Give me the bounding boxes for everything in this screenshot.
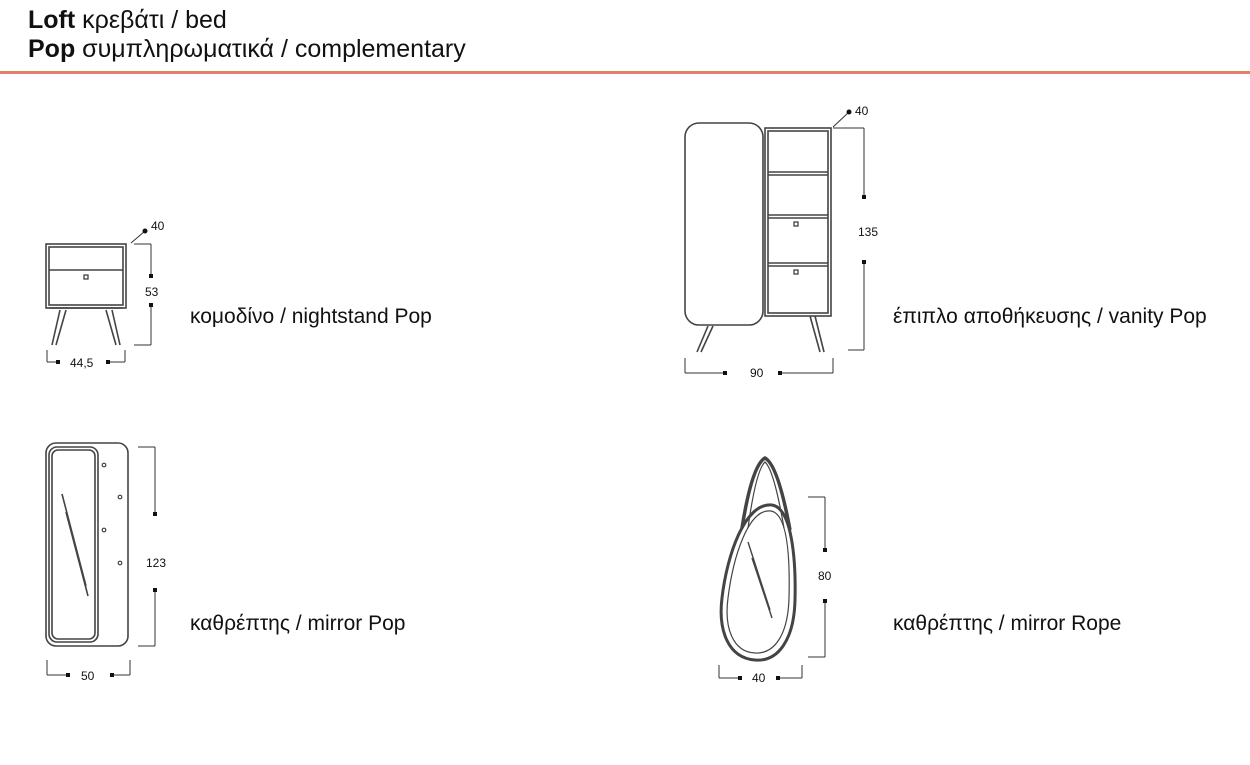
mirror-rope-width-label: 40 xyxy=(752,671,766,685)
vanity-depth-label: 40 xyxy=(855,104,869,118)
mirror-pop-width-label: 50 xyxy=(81,669,95,683)
header-pop-text: συμπληρωματικά / complementary xyxy=(82,35,466,63)
mirror-pop-caption: καθρέπτης / mirror Pop xyxy=(190,612,406,635)
nightstand-caption: κομοδίνο / nightstand Pop xyxy=(190,305,432,328)
mirror-rope-height-label: 80 xyxy=(818,569,832,583)
nightstand-width-label: 44,5 xyxy=(70,356,94,370)
brand-pop: Pop xyxy=(28,35,76,63)
nightstand-depth-label: 40 xyxy=(151,219,165,233)
vanity-width-label: 90 xyxy=(750,366,764,380)
nightstand-height-label: 53 xyxy=(145,285,159,299)
mirror-pop-height-label: 123 xyxy=(146,556,167,570)
mirror-rope-caption: καθρέπτης / mirror Rope xyxy=(893,612,1122,635)
vanity-height-label: 135 xyxy=(858,225,879,239)
header-loft-text: κρεβάτι / bed xyxy=(82,6,227,34)
brand-loft: Loft xyxy=(28,6,76,34)
vanity-caption: έπιπλο αποθήκευσης / vanity Pop xyxy=(893,305,1207,328)
